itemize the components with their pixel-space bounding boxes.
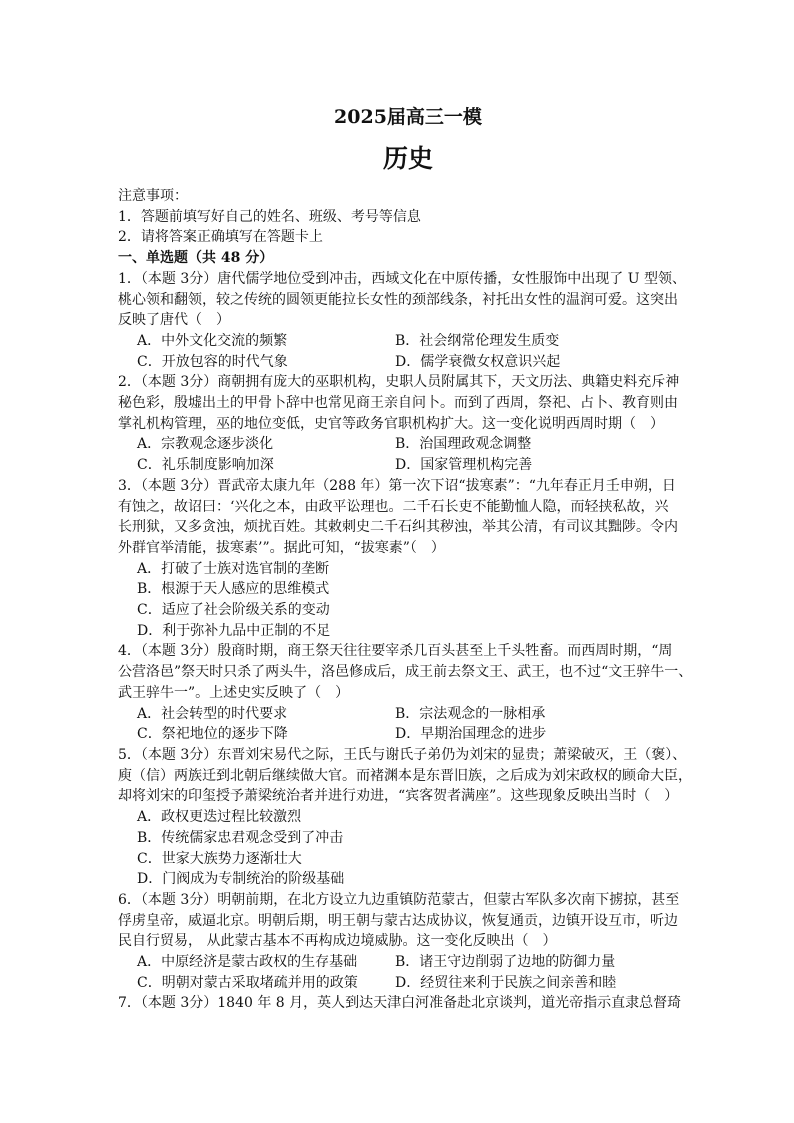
question-line: 外群官举清能，拔寒素’”。据此可知，“拔寒素”（ ）	[118, 539, 445, 556]
option-d[interactable]: D．国家管理机构完善	[395, 457, 533, 474]
question	[118, 641, 698, 745]
options-row	[118, 352, 698, 373]
option-d[interactable]: D．儒学衰微女权意识兴起	[395, 353, 561, 370]
option-d[interactable]: D．早期治国理念的进步	[395, 726, 547, 743]
option-c[interactable]: C．明朝对蒙古采取堵疏并用的政策	[137, 974, 358, 991]
option-b[interactable]: B．宗法观念的一脉相承	[395, 705, 546, 722]
question-line: 俘虏皇帝，威逼北京。明朝后期，明王朝与蒙古达成协议，恢复通贡，边镇开设互市，听边	[118, 912, 678, 929]
option-d[interactable]: D．门阀成为专制统治的阶级基础	[137, 871, 345, 888]
question	[118, 269, 698, 373]
notice-item: 2．请将答案正确填写在答题卡上	[118, 229, 323, 246]
question-line: 5．（本题 3分）东晋刘宋易代之际，王氏与谢氏子弟仍为刘宋的显贵；萧梁破灭，王（褒）、	[118, 746, 687, 763]
option-c[interactable]: C．礼乐制度影响加深	[137, 457, 274, 474]
option-a[interactable]: A．中原经济是蒙古政权的生存基础	[137, 954, 358, 971]
question-line: 反映了唐代（ ）	[118, 312, 230, 329]
question-line: 武王骍牛一”。上述史实反映了（ ）	[118, 684, 350, 701]
subject-title: 历史	[382, 144, 433, 173]
option-c[interactable]: C．世家大族势力逐渐壮大	[137, 850, 302, 867]
question-line: 桃心领和翻领，较之传统的圆领更能拉长女性的颈部线条，衬托出女性的温润可爱。这突出	[118, 291, 678, 308]
question-line: 民自行贸易， 从此蒙古基本不再构成边境威胁。这一变化反映出（ ）	[118, 933, 557, 950]
exam-title: 2025届高三一模	[334, 106, 482, 128]
question-line: 庾（信）两族迁到北朝后继续做大官。而褚渊本是东晋旧族，之后成为刘宋政权的顾命大臣，	[118, 767, 692, 784]
option-a[interactable]: A．打破了士族对选官制的垄断	[137, 560, 330, 577]
question-line: 长刑狱，又多贪浊，烦扰百姓。其敕刺史二千石纠其秽浊，举其公清，有司议其黜陟。令内	[118, 519, 678, 536]
option-c[interactable]: C．适应了社会阶级关系的变动	[137, 602, 330, 619]
option-c[interactable]: C．祭祀地位的逐步下降	[137, 726, 288, 743]
option-b[interactable]: B．社会纲常伦理发生质变	[395, 332, 560, 349]
options-row	[118, 331, 698, 352]
option-b[interactable]: B．诸王守边削弱了边地的防御力量	[395, 954, 616, 971]
options-row	[118, 434, 698, 455]
notice-item: 1．答题前填写好自己的姓名、班级、考号等信息	[118, 208, 421, 225]
option-d[interactable]: D．利于弥补九品中正制的不足	[137, 622, 331, 639]
question-line: 1．（本题 3分）唐代儒学地位受到冲击，西域文化在中原传播，女性服饰中出现了 U 型领、	[118, 270, 686, 287]
question-line: 6．（本题 3分）明朝前期，在北方设立九边重镇防范蒙古，但蒙古军队多次南下掳掠，甚至	[118, 891, 680, 908]
question	[118, 476, 698, 642]
question-line: 掌礼机构管理，巫的地位变低，史官等政务官职机构扩大。这一变化说明西周时期（ ）	[118, 415, 664, 432]
option-b[interactable]: B．治国理政观念调整	[395, 436, 532, 453]
question-line: 2．（本题 3分）商朝拥有庞大的巫职机构，史职人员附属其下，天文历法、典籍史料充斥神	[118, 374, 680, 391]
question	[118, 372, 698, 476]
option-a[interactable]: A．中外文化交流的频繁	[137, 332, 288, 349]
question-line: 有蚀之，故诏曰：‘兴化之本，由政平讼理也。二千石长吏不能勤恤人隐，而轻挟私故，兴	[118, 498, 669, 515]
question-line: 却将刘宋的印玺授予萧梁统治者并进行劝进，“宾客贺者满座”。这些现象反映出当时（ ）	[118, 788, 679, 805]
option-b[interactable]: B．传统儒家忠君观念受到了冲击	[137, 829, 344, 846]
notice-block	[118, 186, 698, 248]
question	[118, 745, 698, 890]
question-line: 7．（本题 3分）1840 年 8 月，英人到达天津白河准备赴北京谈判，道光帝指示直隶总督琦	[118, 995, 682, 1012]
option-c[interactable]: C．开放包容的时代气象	[137, 353, 288, 370]
question	[118, 993, 698, 1014]
options-row	[118, 952, 698, 973]
options-row	[118, 724, 698, 745]
question-line: 3．（本题 3分）晋武帝太康九年（288 年）第一次下诏“拔寒素”：“九年春正月壬申朔，日	[118, 477, 676, 494]
option-d[interactable]: D．经贸往来利于民族之间亲善和睦	[395, 974, 617, 991]
question-line: 公营洛邑”祭天时只杀了两头牛，洛邑修成后，成王前去祭文王、武王，也不过“文王骍牛一、	[118, 664, 693, 681]
option-a[interactable]: A．政权更迭过程比较激烈	[137, 809, 302, 826]
options-row	[118, 704, 698, 725]
option-a[interactable]: A．社会转型的时代要求	[137, 705, 288, 722]
question-line: 4．（本题 3分）殷商时期，商王祭天往往要宰杀几百头甚至上千头牲畜。而西周时期，“周	[118, 643, 673, 660]
option-b[interactable]: B．根源于天人感应的思维模式	[137, 581, 330, 598]
question	[118, 890, 698, 994]
option-a[interactable]: A．宗教观念逐步淡化	[137, 436, 274, 453]
section-heading: 一、单选题（共 48 分）	[118, 250, 274, 267]
question-line: 秘色彩，殷墟出土的甲骨卜辞中也常见商王亲自问卜。而到了西周，祭祀、占卜、教育则由	[118, 395, 678, 412]
notice-heading: 注意事项：	[118, 188, 188, 204]
options-row	[118, 973, 698, 994]
options-row	[118, 455, 698, 476]
